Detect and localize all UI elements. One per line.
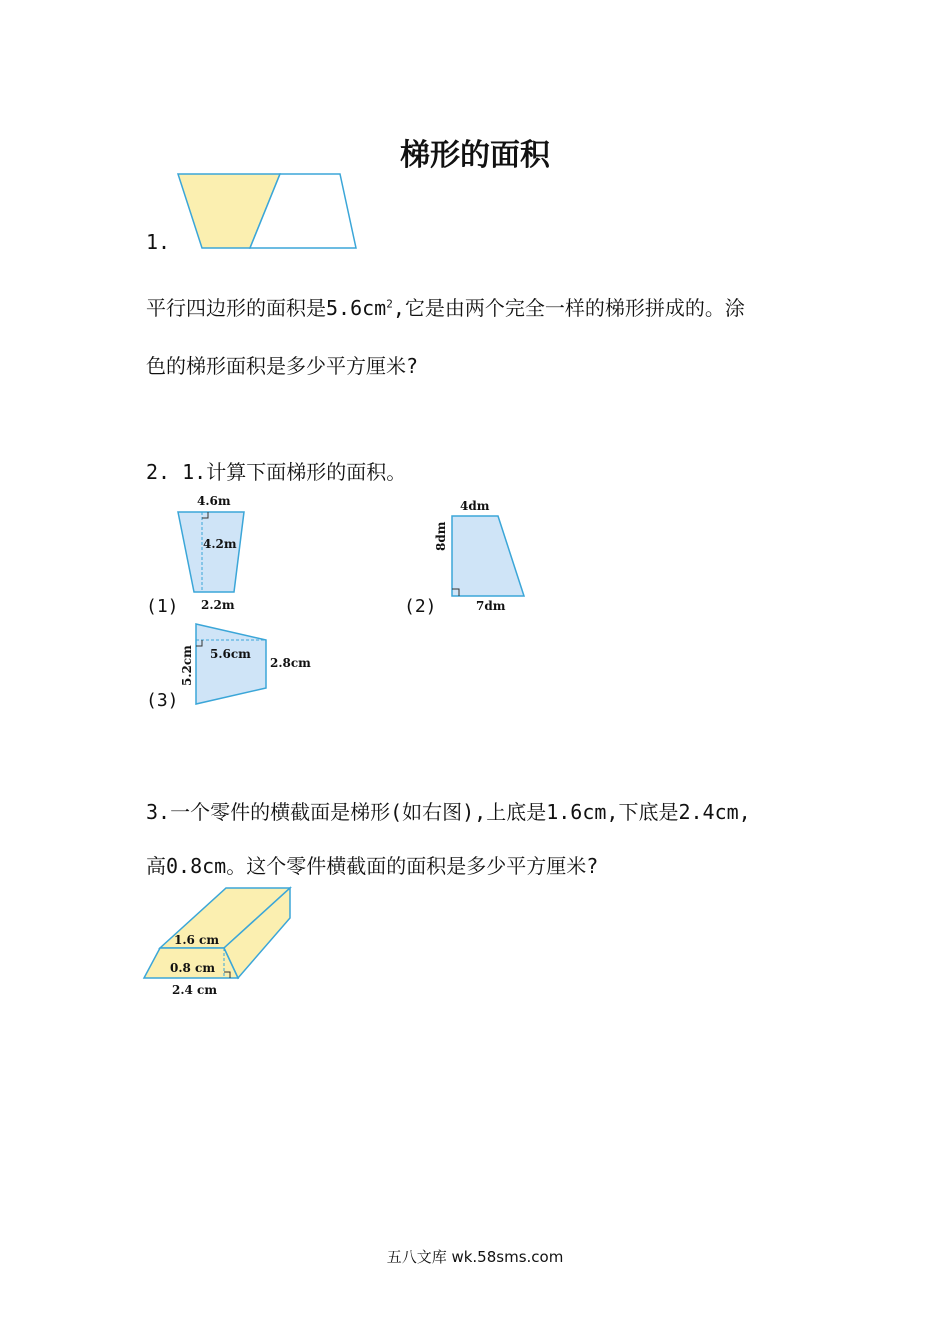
q2-fig1-height-label: 4.2m	[203, 537, 237, 551]
q2-fig3-left-label	[180, 645, 194, 686]
q2-fig2-bottom-label: 7dm	[476, 599, 506, 613]
q2-fig2-top-label: 4dm	[460, 499, 490, 513]
q3-bottom-label: 2.4 cm	[172, 983, 218, 997]
q2-fig1-bottom-label: 2.2m	[201, 598, 235, 612]
q1-line1	[146, 292, 745, 321]
q2-fig3-right-label: 2.8cm	[270, 656, 311, 670]
page-title: 梯形的面积	[400, 138, 550, 173]
footer-watermark: 五八文库 wk.58sms.com	[386, 1248, 564, 1266]
q2-fig1-top-label: 4.6m	[197, 494, 231, 508]
q3-line2: 高0.8cm。这个零件横截面的面积是多少平方厘米?	[146, 854, 599, 878]
q2-label-3: (3)	[146, 690, 179, 711]
q3-top-label: 1.6 cm	[174, 933, 220, 947]
q2-fig3-trapezoid	[194, 622, 270, 708]
q1-line1-post: ,它是由两个完全一样的梯形拼成的。涂	[392, 296, 745, 320]
q1-parallelogram-figure	[176, 172, 360, 252]
q3-line1: 3.一个零件的横截面是梯形(如右图),上底是1.6cm,下底是2.4cm,	[146, 800, 751, 824]
q2-fig2-height-label	[434, 522, 448, 551]
q1-superscript: 2	[386, 297, 393, 311]
q1-number: 1.	[146, 230, 171, 254]
q2-fig3-left-text: 5.2cm	[180, 645, 194, 686]
q1-line2: 色的梯形面积是多少平方厘米?	[146, 354, 419, 378]
q2-fig3-height-label: 5.6cm	[210, 647, 251, 661]
q2-label-2: (2)	[404, 596, 437, 617]
q2-heading: 2. 1.计算下面梯形的面积。	[146, 460, 407, 484]
q2-fig2-trapezoid	[450, 514, 530, 600]
q3-height-label: 0.8 cm	[170, 961, 216, 975]
q2-fig1-trapezoid	[176, 510, 248, 596]
q2-label-1: (1)	[146, 596, 179, 617]
q2-fig2-height-text: 8dm	[434, 521, 448, 551]
q1-line1-pre: 平行四边形的面积是5.6cm	[146, 296, 387, 320]
